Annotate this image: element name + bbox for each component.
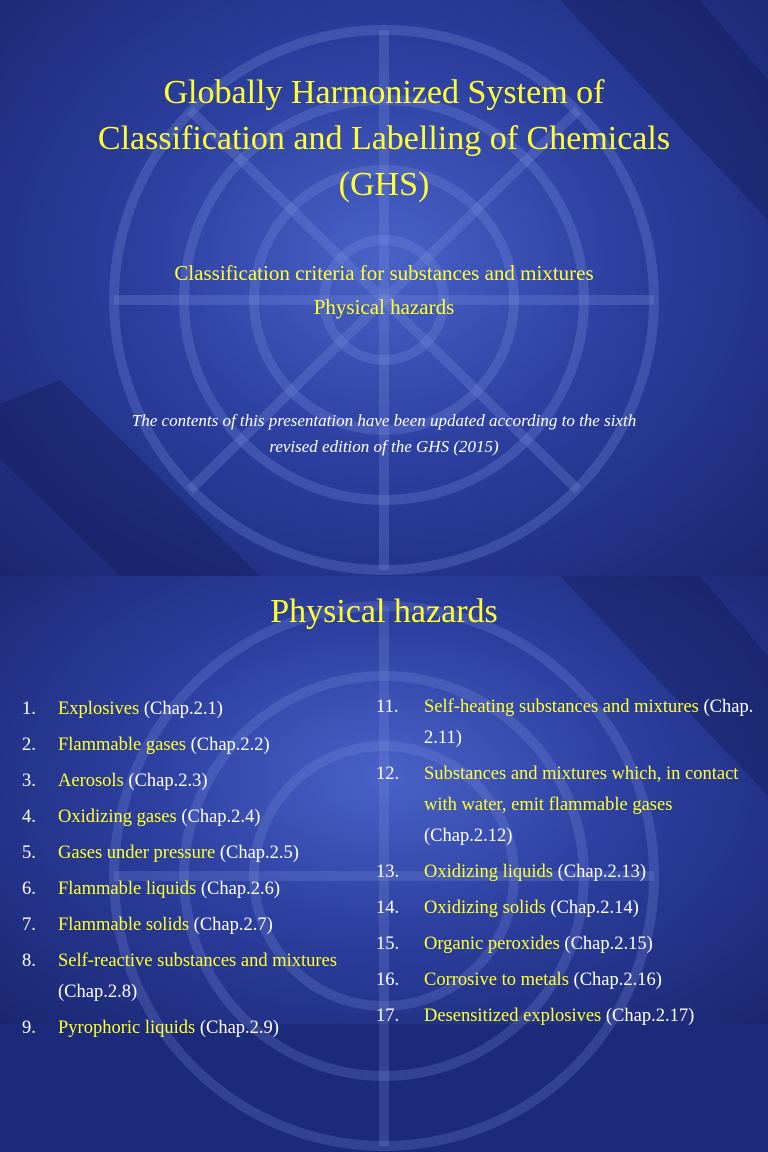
hazard-name: Aerosols <box>58 771 124 791</box>
list-item <box>22 946 362 1008</box>
list-item <box>376 965 756 996</box>
list-item <box>22 694 362 725</box>
hazard-name: Organic peroxides <box>424 934 560 954</box>
hazard-name: Oxidizing gases <box>58 807 177 827</box>
list-item <box>22 1013 362 1044</box>
list-item <box>376 692 756 754</box>
edition-note <box>40 408 728 460</box>
list-item <box>22 838 362 869</box>
item-number: 1. <box>22 699 36 719</box>
item-number: 12. <box>376 764 400 784</box>
item-number: 16. <box>376 970 400 990</box>
hazard-name: Gases under pressure <box>58 843 216 863</box>
hazard-name: Explosives <box>58 699 140 719</box>
title-line: Classification and Labelling of Chemicals <box>97 120 671 157</box>
slide-title: Physical hazards <box>270 593 498 630</box>
item-number: 15. <box>376 934 400 954</box>
chapter-ref: (Chap.2.16) <box>568 970 662 990</box>
list-item <box>22 766 362 797</box>
list-item <box>22 874 362 905</box>
hazard-name: Flammable liquids <box>58 879 197 899</box>
chapter-ref: (Chap.2.8) <box>58 982 138 1002</box>
chapter-ref: (Chap.2.13) <box>553 862 646 882</box>
chapter-ref: (Chap.2.17) <box>601 1006 695 1026</box>
list-item <box>22 802 362 833</box>
chapter-ref: (Chap.2.9) <box>195 1018 279 1038</box>
list-item <box>376 929 756 960</box>
hazard-name: Desensitized explosives <box>424 1006 602 1026</box>
title-line: (GHS) <box>338 166 430 203</box>
hazard-name: Self-reactive substances and mixtures <box>58 951 337 971</box>
hazard-list-right <box>376 692 756 1037</box>
note-line: The contents of this presentation have been updated according to the sixth <box>131 411 637 430</box>
presentation-subtitle <box>20 256 748 324</box>
item-number: 7. <box>22 915 36 935</box>
item-number: 11. <box>376 697 399 717</box>
chapter-ref: (Chap.2.6) <box>196 879 280 899</box>
hazard-name: Oxidizing liquids <box>424 862 553 882</box>
chapter-ref: (Chap.2.14) <box>545 898 639 918</box>
item-number: 13. <box>376 862 400 882</box>
item-number: 17. <box>376 1006 400 1026</box>
chapter-ref: (Chap. 2.11) <box>424 697 754 748</box>
list-item <box>22 910 362 941</box>
hazard-name: Substances and mixtures which, in contact with water, emit flammable gases <box>424 764 739 815</box>
hazard-name: Pyrophoric liquids <box>58 1018 196 1038</box>
subtitle-line: Classification criteria for substances and mixtures <box>174 261 594 285</box>
subtitle-line: Physical hazards <box>313 295 455 319</box>
hazard-name: Flammable solids <box>58 915 190 935</box>
title-line: Globally Harmonized System of <box>163 74 605 111</box>
chapter-ref: (Chap.2.1) <box>139 699 223 719</box>
hazard-list-left <box>22 694 362 1049</box>
hazard-name: Oxidizing solids <box>424 898 546 918</box>
chapter-ref: (Chap.2.4) <box>176 807 261 827</box>
item-number: 5. <box>22 843 36 863</box>
list-item <box>376 1001 756 1032</box>
presentation-title <box>20 70 748 208</box>
chapter-ref: (Chap.2.12) <box>424 826 513 846</box>
item-number: 14. <box>376 898 400 918</box>
physical-hazards-slide <box>0 576 768 1038</box>
item-number: 4. <box>22 807 36 827</box>
list-item <box>22 730 362 761</box>
hazard-name: Self-heating substances and mixtures <box>424 697 699 717</box>
note-line: revised edition of the GHS (2015) <box>269 437 499 456</box>
list-item <box>376 759 756 852</box>
chapter-ref: (Chap.2.15) <box>559 934 653 954</box>
chapter-ref: (Chap.2.5) <box>215 843 299 863</box>
item-number: 2. <box>22 735 36 755</box>
hazard-name: Corrosive to metals <box>424 970 569 990</box>
hazard-name: Flammable gases <box>58 735 186 755</box>
item-number: 3. <box>22 771 36 791</box>
item-number: 8. <box>22 951 36 971</box>
list-item <box>376 857 756 888</box>
chapter-ref: (Chap.2.2) <box>185 735 270 755</box>
item-number: 6. <box>22 879 36 899</box>
chapter-ref: (Chap.2.7) <box>189 915 273 935</box>
item-number: 9. <box>22 1018 36 1038</box>
list-item <box>376 893 756 924</box>
chapter-ref: (Chap.2.3) <box>123 771 208 791</box>
